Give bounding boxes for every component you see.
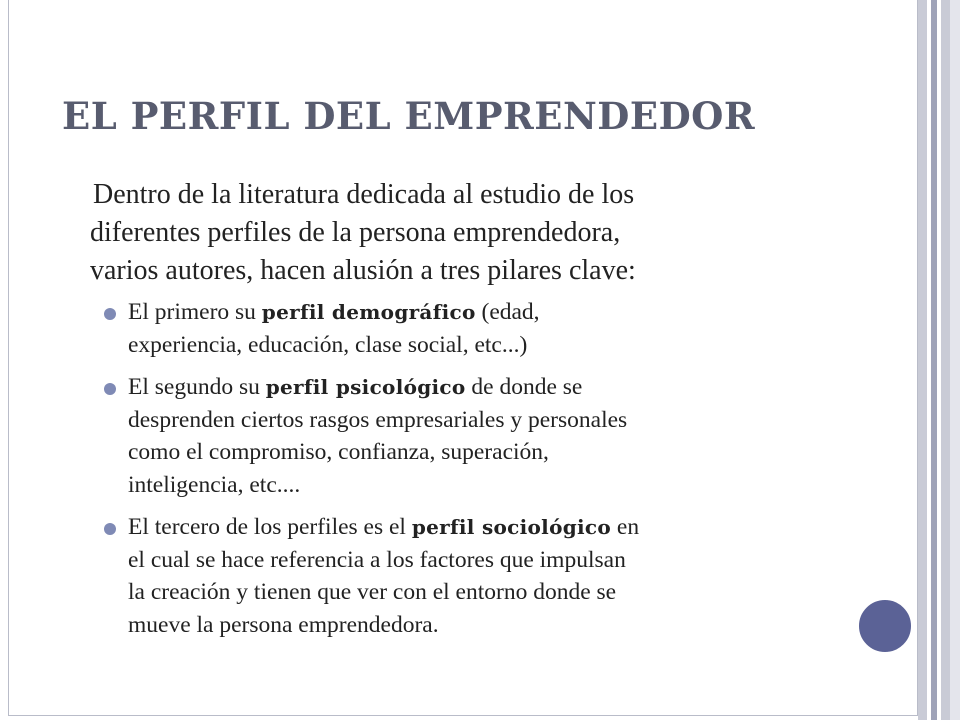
- bullet-text-pre: El segundo su: [128, 374, 266, 400]
- bullet-line: inteligencia, etc....: [128, 471, 301, 498]
- intro-line: Dentro de la literatura dedicada al estudio de los: [93, 179, 635, 210]
- bullet-text: [128, 371, 824, 501]
- slide-title: EL PERFIL DEL EMPRENDEDOR: [62, 94, 756, 138]
- decorative-stripe: [941, 0, 950, 720]
- bullet-text: [128, 296, 824, 361]
- decorative-stripe: [918, 0, 927, 720]
- decorative-circle: [856, 597, 914, 655]
- bullet-text-post: en: [611, 514, 640, 540]
- bullet-keyword: perfil sociológico: [411, 515, 612, 539]
- bullet-line: la creación y tienen que ver con el entorno donde se: [128, 579, 617, 605]
- bullet-line: desprenden ciertos rasgos empresariales y personales: [128, 406, 628, 433]
- bullet-item-demographic: [104, 296, 824, 361]
- bullet-text-pre: El primero su: [128, 299, 262, 325]
- bullet-line: [128, 511, 824, 544]
- bullet-line: [128, 371, 824, 404]
- bullet-line: el cual se hace referencia a los factores que impulsan: [128, 546, 626, 573]
- bullet-line: mueve la persona emprendedora.: [128, 611, 439, 638]
- bullet-text-post: (edad,: [475, 299, 540, 325]
- bullet-dot-icon: [104, 308, 116, 320]
- bullet-line: como el compromiso, confianza, superación,: [128, 439, 549, 465]
- bullet-keyword: perfil demográfico: [261, 300, 476, 324]
- intro-line: varios autores, hacen alusión a tres pilares clave:: [90, 255, 636, 286]
- bullet-text-post: de donde se: [465, 374, 583, 400]
- bullet-line: experiencia, educación, clase social, etc...): [128, 331, 528, 358]
- bullet-line: [128, 296, 824, 329]
- bullet-dot-icon: [104, 523, 116, 535]
- bullet-text: [128, 511, 824, 641]
- bullet-dot-icon: [104, 383, 116, 395]
- intro-line: diferentes perfiles de la persona emprendedora,: [90, 217, 621, 248]
- bullet-text-pre: El tercero de los perfiles es el: [128, 514, 412, 540]
- intro-paragraph: [90, 176, 830, 290]
- decorative-stripe: [950, 0, 960, 720]
- bullet-item-psychological: [104, 371, 824, 501]
- bullet-keyword: perfil psicológico: [265, 375, 466, 399]
- bullet-item-sociological: [104, 511, 824, 641]
- bullet-list: [104, 296, 824, 651]
